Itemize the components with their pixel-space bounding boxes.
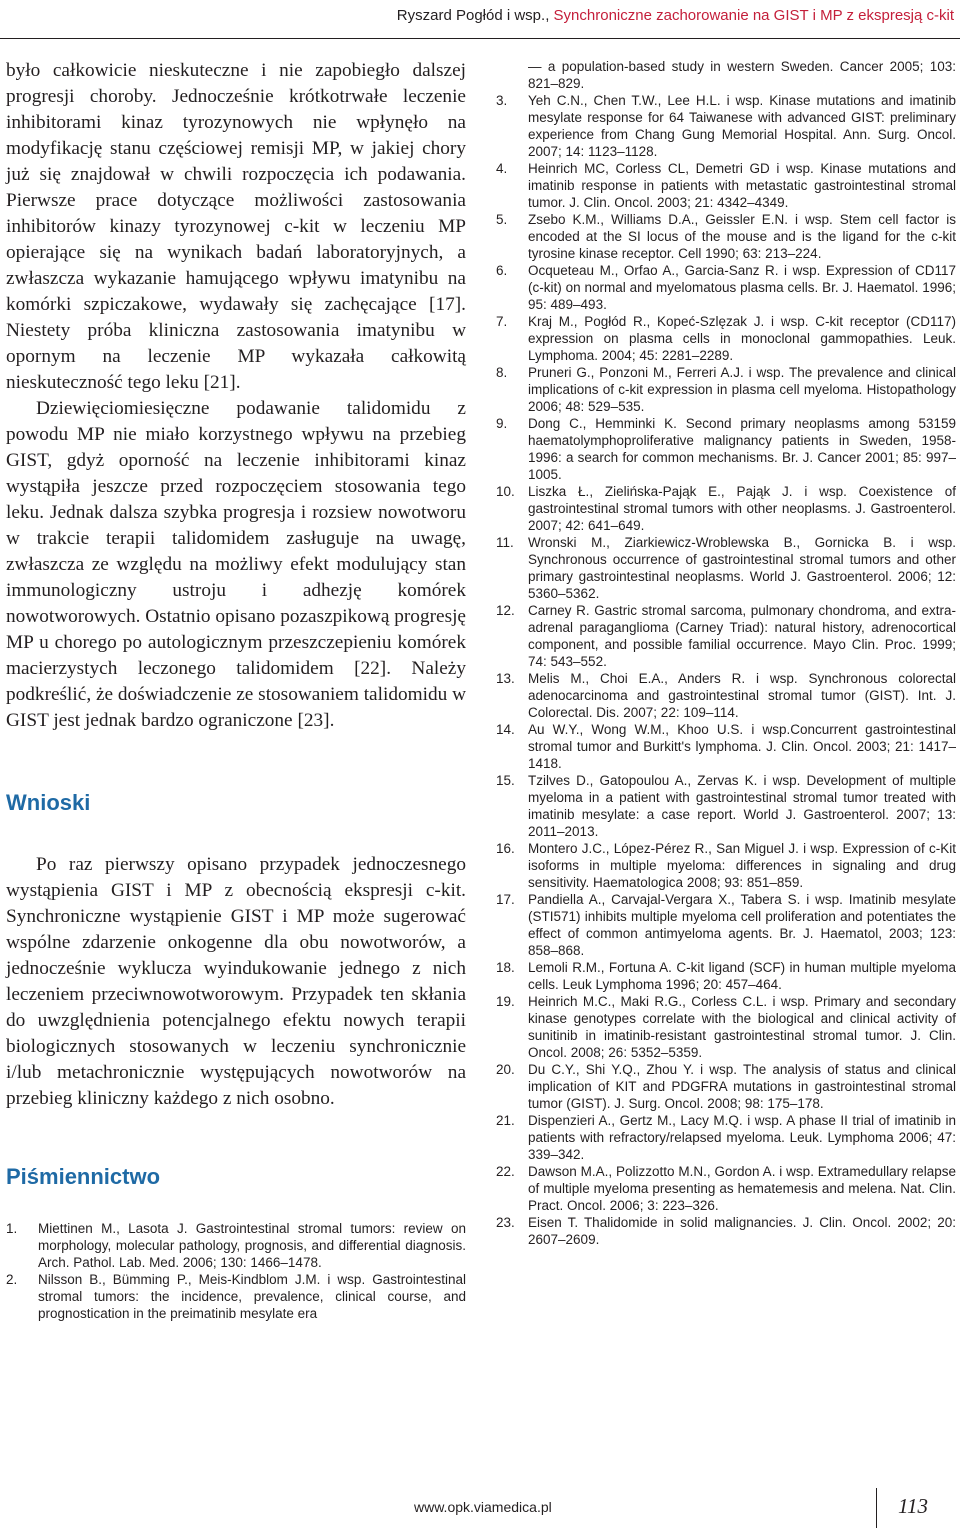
reference-text: Wronski M., Ziarkiewicz-Wroblewska B., Gornicka B. i wsp. Synchronous occurrence of gastrointestinal stromal tumors and other primary gastrointestinal neoplasms. World J. Gastroenterol. 2006; 12: 5360–5362. xyxy=(528,535,956,601)
reference-item xyxy=(496,721,956,772)
reference-item xyxy=(496,1061,956,1112)
reference-number: 4. xyxy=(496,161,508,176)
running-header xyxy=(0,0,960,39)
reference-item xyxy=(496,262,956,313)
reference-text: Montero J.C., López-Pérez R., San Miguel J. i wsp. Expression of c-Kit isoforms in multiple myeloma: differences in signaling and drug sensitivity. Haematologica 2008; 93: 851–859. xyxy=(528,841,956,890)
reference-item xyxy=(496,993,956,1061)
body-paragraph-1: było całkowicie nieskuteczne i nie zapobiegło dalszej progresji choroby. Jednocześnie krótkotrwałe leczenie inhibitorami kinaz tyrozynowych nie wpłynęło na modyfikację stanu częściowej remisji MP, w jakiej chory już się znajdował w chwili rozpoczęcia ich podawania. Pierwsze prace dotyczące możliwości zastosowania inhibitorów kinazy tyrozynowej c-kit w leczeniu MP opierające się na wynikach badań laboratoryjnych, a zwłaszcza wykazanie hamującego wpływu imatynibu na komórki szpiczakowe, wydawały się zachęcające [17]. Niestety próba kliniczna zastosowania imatynibu w opornym na leczenie MP wykazała całkowitą nieskuteczność tego leku [21]. xyxy=(6,60,466,393)
reference-item xyxy=(496,364,956,415)
right-column xyxy=(496,58,956,1248)
reference-text: Ocqueteau M., Orfao A., Garcia-Sanz R. i wsp. Expression of CD117 (c-kit) on normal and myelomatous plasma cells. Br. J. Haematol. 1996; 95: 489–493. xyxy=(528,263,956,312)
header-separator: , xyxy=(545,7,554,24)
reference-number: 20. xyxy=(496,1062,515,1077)
reference-item xyxy=(496,959,956,993)
references-list-left xyxy=(6,1220,466,1322)
reference-text: Dispenzieri A., Gertz M., Lacy M.Q. i wsp. A phase II trial of imatinib in patients with refractory/relapsed myeloma. Leuk. Lymphoma 2006; 47: 339–342. xyxy=(528,1113,956,1162)
reference-text: Zsebo K.M., Williams D.A., Geissler E.N. i wsp. Stem cell factor is encoded at the SI locus of the mouse and is the ligand for the c-kit tyrosine kinase receptor. Cell 1990; 63: 213–224. xyxy=(528,212,956,261)
reference-number: 5. xyxy=(496,212,508,227)
reference-item xyxy=(496,772,956,840)
reference-number: 19. xyxy=(496,994,515,1009)
reference-number: 3. xyxy=(496,93,508,108)
reference-number: 10. xyxy=(496,484,515,499)
reference-text: Dawson M.A., Polizzotto M.N., Gordon A. i wsp. Extramedullary relapse of multiple myeloma presenting as hematemesis and melena. Nat. Clin. Pract. Oncol. 2006; 3: 223–326. xyxy=(528,1164,956,1213)
reference-number: 17. xyxy=(496,892,515,907)
reference-number: 16. xyxy=(496,841,515,856)
reference-item xyxy=(6,1271,466,1322)
reference-text: Tzilves D., Gatopoulou A., Zervas K. i wsp. Development of multiple myeloma in a patient with gastrointestinal stromal tumor treated with imatinib mesylate: a case report. World J. Gastroenterol. 2007; 13: 2011–2013. xyxy=(528,773,956,839)
running-header-text xyxy=(397,7,954,24)
reference-number: 12. xyxy=(496,603,515,618)
reference-text: Heinrich MC, Corless CL, Demetri GD i wsp. Kinase mutations and imatinib response in patients with metastatic gastrointestinal stromal tumor. J. Clin. Oncol. 2003; 21: 4342–4349. xyxy=(528,161,956,210)
reference-item xyxy=(496,1214,956,1248)
reference-number: 2. xyxy=(6,1272,18,1287)
reference-number: 22. xyxy=(496,1164,515,1179)
page-number: 113 xyxy=(898,1494,928,1518)
reference-number: 7. xyxy=(496,314,508,329)
reference-2-continuation: — a population-based study in western Sweden. Cancer 2005; 103: 821–829. xyxy=(528,59,956,91)
reference-item xyxy=(496,534,956,602)
footer-divider xyxy=(876,1488,877,1528)
header-title: Synchroniczne zachorowanie na GIST i MP z ekspresją c-kit xyxy=(553,7,954,24)
reference-number: 23. xyxy=(496,1215,515,1230)
reference-number: 15. xyxy=(496,773,515,788)
reference-item xyxy=(496,840,956,891)
reference-item xyxy=(496,483,956,534)
reference-text: Eisen T. Thalidomide in solid malignancies. J. Clin. Oncol. 2002; 20: 2607–2609. xyxy=(528,1215,956,1247)
references-heading: Piśmiennictwo xyxy=(6,1164,161,1189)
reference-text: Yeh C.N., Chen T.W., Lee H.L. i wsp. Kinase mutations and imatinib mesylate response for 64 Taiwanese with advanced GIST: preliminary experience from Chang Gung Memorial Hospital. Ann. Surg. Oncol. 2007; 14: 1123–1128. xyxy=(528,93,956,159)
reference-text: Kraj M., Pogłód R., Kopeć-Szlęzak J. i wsp. C-kit receptor (CD117) expression on plasma cells in monoclonal gammopathies. Leuk. Lymphoma. 2004; 45: 2281–2289. xyxy=(528,314,956,363)
reference-text: Melis M., Choi E.A., Anders R. i wsp. Synchronous colorectal adenocarcinoma and gastrointestinal stromal tumor (GIST). Int. J. Colorectal. Dis. 2007; 22: 109–114. xyxy=(528,671,956,720)
reference-item xyxy=(496,1112,956,1163)
reference-text: Pandiella A., Carvajal-Vergara X., Tabera S. i wsp. Imatinib mesylate (STI571) inhibits multiple myeloma cell proliferation and potentiates the effect of common antimyeloma agents. Br. J. Haematol, 2003; 123: 858–868. xyxy=(528,892,956,958)
reference-number: 9. xyxy=(496,416,508,431)
reference-number: 11. xyxy=(496,535,514,550)
reference-text: Du C.Y., Shi Y.Q., Zhou Y. i wsp. The analysis of status and clinical implication of KIT and PDGFRA mutations in gastrointestinal stromal tumor (GIST). J. Surg. Oncol. 2008; 98: 175–178. xyxy=(528,1062,956,1111)
left-column xyxy=(6,58,466,1322)
reference-number: 13. xyxy=(496,671,515,686)
body-paragraph-2: Dziewięciomiesięczne podawanie talidomidu z powodu MP nie miało korzystnego wpływu na przebieg GIST, gdyż oporność na leczenie inhibitorami kinaz wystąpiła jeszcze przed rozpoczęciem stosowania tego leku. Jednak dalsza szybka progresja i rozsiew nowotworu w trakcie terapii talidomidem zasługuje na uwagę, zwłaszcza ze względu na możliwy efekt modulujący stan immunologiczny ustroju i adhezję komórek nowotworowych. Ostatnio opisano pozaszpikową progresję MP u chorego po autologicznym przeszczepieniu komórek macierzystych leczonego talidomidem [22]. Należy podkreślić, że doświadczenie ze stosowaniem talidomidu w GIST jest jednak bardzo ograniczone [23]. xyxy=(6,398,466,731)
reference-item xyxy=(496,92,956,160)
footer-url: www.opk.viamedica.pl xyxy=(414,1499,552,1515)
reference-number: 8. xyxy=(496,365,508,380)
reference-item xyxy=(496,1163,956,1214)
reference-text: Heinrich M.C., Maki R.G., Corless C.L. i wsp. Primary and secondary kinase genotypes correlate with the biological and clinical activity of sunitinib in imatinib-resistant gastrointestinal stromal tumor. J. Clin. Oncol. 2008; 26: 5352–5359. xyxy=(528,994,956,1060)
reference-item xyxy=(496,670,956,721)
reference-text: Liszka Ł., Zielińska-Pająk E., Pająk J. i wsp. Coexistence of gastrointestinal stromal tumors with other neoplasms. J. Gastroenterol. 2007; 42: 641–649. xyxy=(528,484,956,533)
reference-number: 6. xyxy=(496,263,508,278)
reference-number: 18. xyxy=(496,960,515,975)
conclusions-heading: Wnioski xyxy=(6,790,91,815)
reference-number: 14. xyxy=(496,722,515,737)
reference-item xyxy=(6,1220,466,1271)
reference-item xyxy=(496,602,956,670)
reference-text: Dong C., Hemminki K. Second primary neoplasms among 53159 haematolymphoproliferative malignancy patients in Sweden, 1958-1996: a search for common mechanisms. Br. J. Cancer 2001; 85: 997–1005. xyxy=(528,416,956,482)
header-authors: Ryszard Pogłód i wsp. xyxy=(396,7,546,24)
reference-text: Carney R. Gastric stromal sarcoma, pulmonary chondroma, and extra-adrenal paraganglioma (Carney Triad): natural history, adrenocortical component, and possible familial occurrence. Mayo Clin. Proc. 1999; 74: 543–552. xyxy=(528,603,956,669)
conclusions-paragraph: Po raz pierwszy opisano przypadek jednoczesnego wystąpienia GIST i MP z obecnością ekspresji c-kit. Synchroniczne wystąpienie GIST i MP może sugerować wspólne zdarzenie onkogenne dla obu nowotworów, a jednocześnie wyklucza wyindukowanie jednego z nich leczeniem przeciwnowotworowym. Przypadek ten skłania do uwzględnienia potencjalnego efektu nowych terapii biologicznych stosowanych w leczeniu synchronicznie i/lub metachronicznie występujących nowotworów na przebieg kliniczny każdego z nich osobno. xyxy=(6,854,466,1109)
reference-item xyxy=(496,313,956,364)
reference-item xyxy=(496,211,956,262)
reference-text: Miettinen M., Lasota J. Gastrointestinal stromal tumors: review on morphology, molecular pathology, prognosis, and differential diagnosis. Arch. Pathol. Lab. Med. 2006; 130: 1466–1478. xyxy=(38,1221,466,1270)
reference-item xyxy=(496,160,956,211)
reference-number: 21. xyxy=(496,1113,515,1128)
reference-text: Au W.Y., Wong W.M., Khoo U.S. i wsp.Concurrent gastrointestinal stromal tumor and Burkitt's lymphoma. J. Clin. Oncol. 2003; 21: 1417–1418. xyxy=(528,722,956,771)
reference-number: 1. xyxy=(6,1221,18,1236)
reference-text: Nilsson B., Bümming P., Meis-Kindblom J.M. i wsp. Gastrointestinal stromal tumors: the incidence, prevalence, clinical course, and prognostication in the preimatinib mesylate era xyxy=(38,1272,466,1321)
references-list-right xyxy=(496,58,956,1248)
reference-item xyxy=(496,415,956,483)
reference-item xyxy=(496,891,956,959)
reference-text: Lemoli R.M., Fortuna A. C-kit ligand (SCF) in human multiple myeloma cells. Leuk Lymphoma 1996; 20: 457–464. xyxy=(528,960,956,992)
reference-text: Pruneri G., Ponzoni M., Ferreri A.J. i wsp. The prevalence and clinical implications of c-kit expression in plasma cell myeloma. Histopathology 2006; 48: 529–535. xyxy=(528,365,956,414)
